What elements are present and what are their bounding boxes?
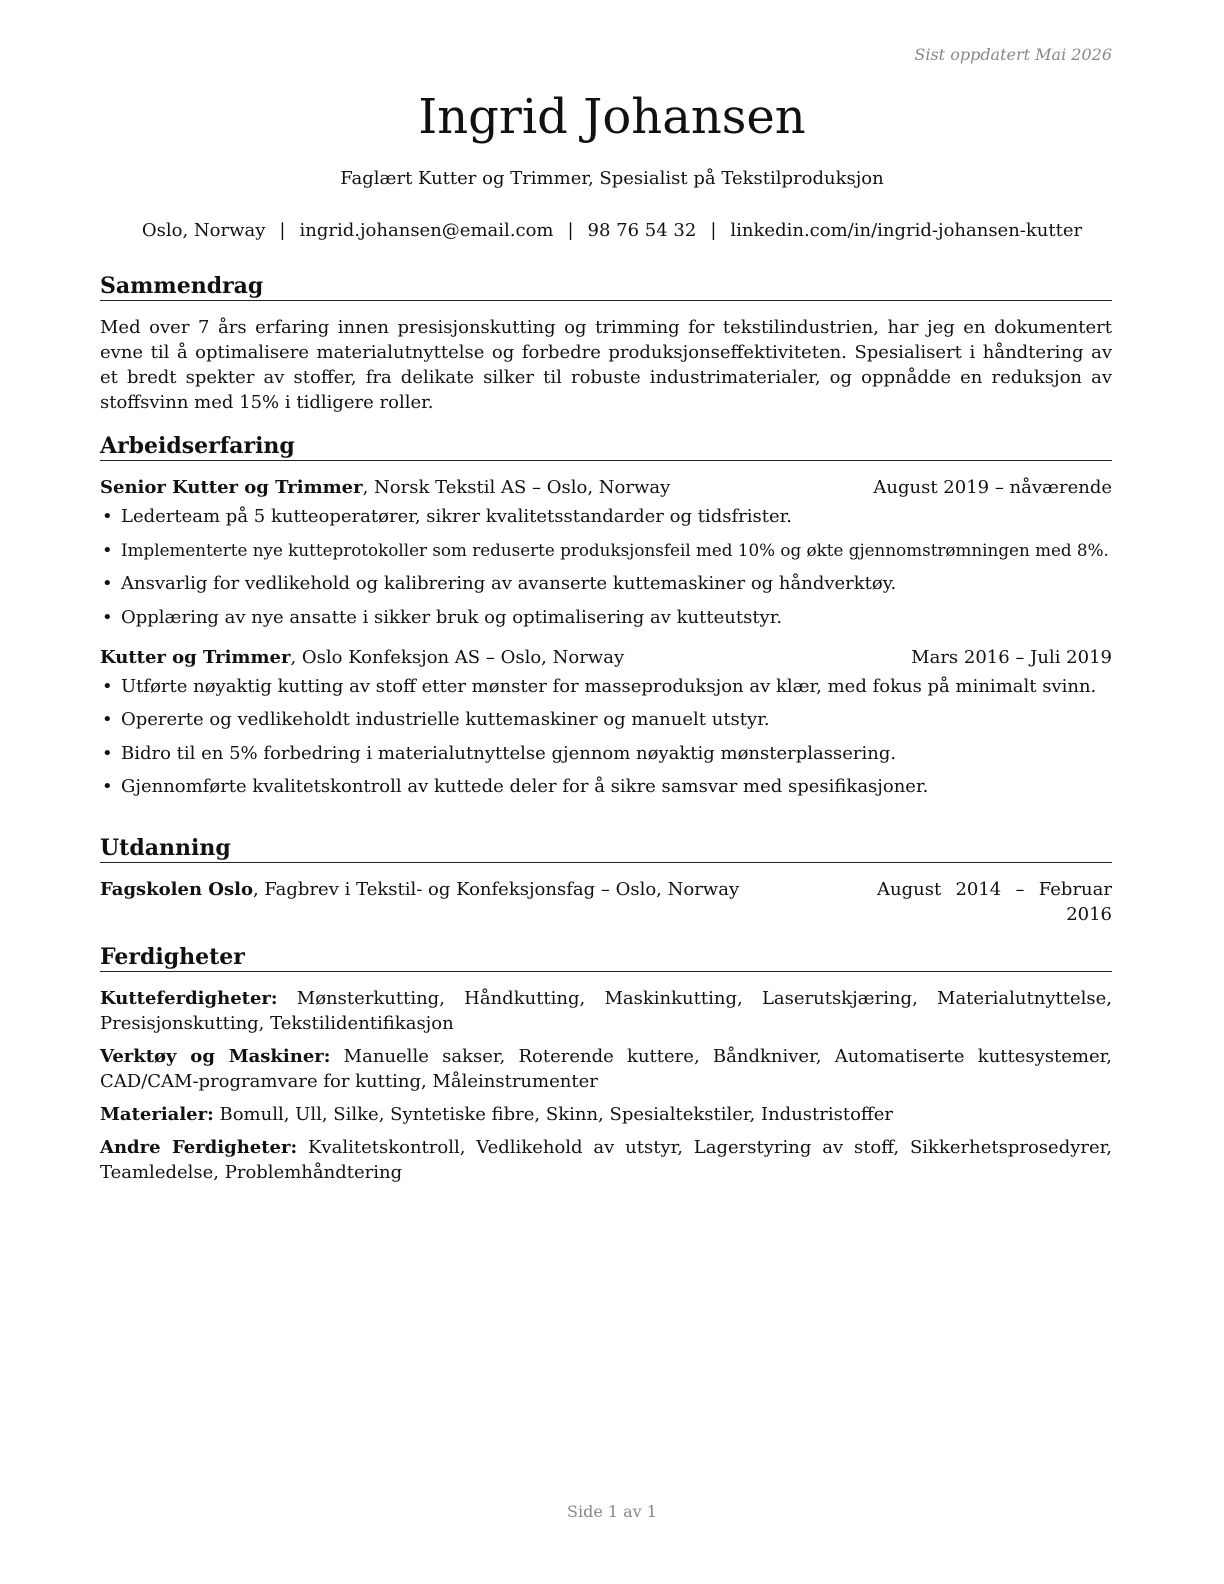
job-entry (100, 645, 1112, 800)
candidate-title: Faglært Kutter og Trimmer, Spesialist på Tekstilproduksjon (340, 168, 884, 189)
contact-linkedin[interactable]: linkedin.com/in/ingrid-johansen-kutter (730, 220, 1083, 241)
job-role-company (100, 645, 624, 670)
contact-email[interactable]: ingrid.johansen@email.com (299, 220, 554, 241)
job-header (100, 645, 1112, 670)
list-item: • Utførte nøyaktig kutting av stoff etter mønster for masseproduksjon av klær, med fokus på minimalt svinn. (100, 674, 1112, 699)
job-company: , Norsk Tekstil AS – Oslo, Norway (362, 477, 671, 498)
job-header (100, 475, 1112, 500)
list-item: • Lederteam på 5 kutteoperatører, sikrer kvalitetsstandarder og tidsfrister. (100, 504, 1112, 529)
education-entry (100, 877, 1112, 927)
skill-label: Materialer: (100, 1104, 214, 1125)
job-bullets (100, 504, 1112, 630)
education-dates: August 2014 – Februar 2016 (877, 879, 1112, 925)
education-school-degree (100, 877, 739, 927)
list-item: • Bidro til en 5% forbedring i materialutnyttelse gjennom nøyaktig mønsterplassering. (100, 741, 1112, 766)
skill-label: Verktøy og Maskiner: (100, 1046, 331, 1067)
list-item: • Implementerte nye kutteprotokoller som reduserte produksjonsfeil med 10% og økte gjennomstrømningen med 8%. (100, 538, 1112, 563)
separator: | (710, 220, 717, 241)
skill-text: Mønsterkutting, Håndkutting, Maskinkutting, Laserutskjæring, Materialutnyttelse, Presisjonskutting, Tekstilidentifikasjon (100, 988, 1112, 1034)
section-title-skills: Ferdigheter (100, 943, 1112, 972)
section-title-experience: Arbeidserfaring (100, 432, 1112, 461)
skill-text: Kvalitetskontroll, Vedlikehold av utstyr, Lagerstyring av stoff, Sikkerhetsprosedyrer, Teamledelse, Problemhåndtering (100, 1137, 1112, 1183)
skill-label: Kutteferdigheter: (100, 988, 278, 1009)
job-dates: Mars 2016 – Juli 2019 (911, 646, 1112, 668)
job-role: Kutter og Trimmer (100, 646, 291, 668)
summary-section (100, 272, 1112, 415)
contact-line (0, 219, 1224, 243)
skills-list (100, 986, 1112, 1185)
list-item: • Ansvarlig for vedlikehold og kalibrering av avanserte kuttemaskiner og håndverktøy. (100, 571, 1112, 596)
candidate-name: Ingrid Johansen (418, 89, 806, 145)
skill-label: Andre Ferdigheter: (100, 1137, 298, 1158)
list-item: • Opplæring av nye ansatte i sikker bruk og optimalisering av kutteutstyr. (100, 605, 1112, 630)
job-bullets (100, 674, 1112, 800)
job-entry (100, 475, 1112, 630)
skill-text: Manuelle sakser, Roterende kuttere, Båndkniver, Automatiserte kuttesystemer, CAD/CAM-programvare for kutting, Måleinstrumenter (100, 1046, 1113, 1092)
separator: | (279, 220, 286, 241)
skill-group (100, 986, 1112, 1036)
skill-group (100, 1102, 1112, 1127)
job-role: Senior Kutter og Trimmer (100, 477, 363, 498)
separator: | (567, 220, 574, 241)
section-title-education: Utdanning (100, 834, 1112, 863)
skill-text: Bomull, Ull, Silke, Syntetiske fibre, Skinn, Spesialtekstiler, Industristoffer (213, 1104, 893, 1125)
job-dates: August 2019 – nåværende (873, 477, 1112, 498)
education-degree: , Fagbrev i Tekstil- og Konfeksjonsfag – Oslo, Norway (252, 879, 740, 900)
experience-section (100, 432, 1112, 808)
skill-group (100, 1135, 1112, 1185)
page-number: Side 1 av 1 (567, 1502, 657, 1521)
contact-phone: 98 76 54 32 (587, 220, 697, 241)
job-role-company (100, 475, 670, 500)
skills-section (100, 943, 1112, 1193)
section-title-summary: Sammendrag (100, 272, 1112, 301)
education-section (100, 834, 1112, 927)
contact-location: Oslo, Norway (141, 220, 266, 241)
summary-text: Med over 7 års erfaring innen presisjonskutting og trimming for tekstilindustrien, har jeg en dokumentert evne til å optimalisere materialutnyttelse og forbedre produksjonseffektiviteten. Spesialisert i håndtering av et bredt spekter av stoffer, fra delikate silker til robuste industrimaterialer, og oppnådde en reduksjon av stoffsvinn med 15% i tidligere roller. (100, 317, 1112, 413)
skill-group (100, 1044, 1112, 1094)
education-school: Fagskolen Oslo (100, 879, 253, 900)
last-updated: Sist oppdatert Mai 2026 (914, 45, 1112, 64)
job-company: , Oslo Konfeksjon AS – Oslo, Norway (290, 646, 625, 668)
list-item: • Opererte og vedlikeholdt industrielle kuttemaskiner og manuelt utstyr. (100, 707, 1112, 732)
list-item: • Gjennomførte kvalitetskontroll av kuttede deler for å sikre samsvar med spesifikasjoner. (100, 774, 1112, 799)
